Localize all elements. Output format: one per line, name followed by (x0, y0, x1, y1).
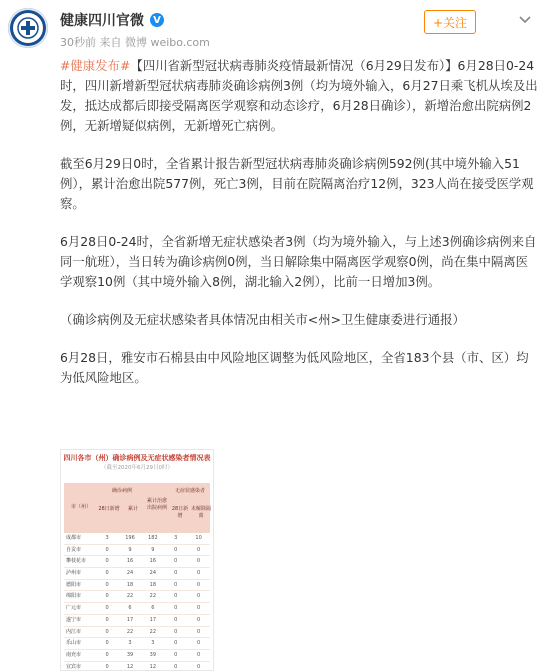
table-row (64, 580, 210, 592)
table-cell: 0 (174, 651, 178, 658)
table-cell: 0 (196, 651, 201, 658)
table-cell: 0 (196, 605, 201, 612)
header-asymptomatic: 无症状感染者 (174, 488, 205, 494)
verified-badge-icon: V (150, 13, 164, 27)
table-cell: 10 (195, 535, 202, 541)
post-paragraph-4: （确诊病例及无症状感染者具体情况由相关市<州>卫生健康委进行通报） (60, 312, 465, 327)
table-cell: 22 (149, 628, 157, 635)
table-cell: 0 (105, 640, 109, 647)
table-cell: 宜宾市 (66, 663, 82, 670)
table-cell: 182 (148, 535, 158, 541)
table-cell: 3 (105, 535, 109, 541)
table-row (64, 638, 210, 650)
table-cell: 6 (128, 605, 132, 612)
table-cell: 泸州市 (66, 570, 82, 577)
post-paragraph-3: 6月28日0-24时，全省新增无症状感染者3例（均为境外输入，与上述3例确诊病例来自同一航班），当日转为确诊病例0例，当日解除集中隔离医学观察0例，尚在集中隔离医学观察10例（其中境外输入8例，湖北输入2例），比前一日增加3例。 (60, 234, 537, 289)
table-cell: 0 (196, 581, 201, 588)
table-cell: 乐山市 (66, 640, 82, 647)
table-row (64, 533, 210, 545)
post-paragraph-2: 截至6月29日0时，全省累计报告新型冠状病毒肺炎确诊病例592例(其中境外输入51例），累计治愈出院577例，死亡3例，目前在院隔离治疗12例，323人尚在接受医学观察。 (60, 156, 534, 211)
table-cell: 0 (174, 628, 178, 635)
follow-button[interactable]: +关注 (424, 10, 476, 34)
table-cell: 0 (105, 616, 109, 623)
table-row (64, 650, 210, 662)
table-cell: 成都市 (66, 535, 82, 541)
account-name[interactable]: 健康四川官微 (60, 13, 144, 29)
header-city: 市（州） (70, 504, 91, 510)
table-cell: 12 (149, 663, 157, 670)
health-sichuan-logo-icon (13, 13, 43, 43)
table-cell: 0 (196, 558, 201, 565)
table-cell: 16 (126, 558, 134, 565)
table-cell: 17 (149, 616, 157, 623)
post-body (60, 56, 538, 406)
table-cell: 0 (174, 546, 178, 553)
table-cell: 0 (105, 605, 109, 612)
table-row (64, 591, 210, 603)
table-cell: 南充市 (66, 651, 82, 658)
table-cell: 0 (196, 546, 201, 553)
table-cell: 内江市 (66, 628, 82, 635)
table-cell: 0 (196, 640, 201, 647)
table-row (64, 568, 210, 580)
table-cell: 196 (125, 535, 135, 541)
table-cell: 39 (149, 651, 157, 658)
table-cell: 0 (174, 616, 178, 623)
table-cell: 9 (128, 546, 132, 553)
avatar[interactable] (8, 8, 48, 48)
table-cell: 0 (174, 581, 178, 588)
table-image-subtitle: （截至2020年6月29日0时） (101, 465, 173, 471)
table-cell: 0 (105, 546, 109, 553)
table-cell: 24 (126, 570, 134, 577)
table-cell: 39 (126, 651, 134, 658)
table-cell: 0 (174, 593, 178, 600)
table-cell: 绵阳市 (66, 593, 82, 600)
table-cell: 0 (105, 593, 109, 600)
table-cell: 0 (196, 570, 201, 577)
table-cell: 0 (105, 581, 109, 588)
table-image-body (64, 533, 210, 671)
table-row (64, 545, 210, 557)
table-cell: 0 (105, 651, 109, 658)
table-cell: 16 (149, 558, 157, 565)
table-cell: 0 (196, 616, 201, 623)
table-cell: 0 (196, 628, 201, 635)
table-cell: 0 (196, 593, 201, 600)
table-cell: 广元市 (66, 605, 82, 612)
table-cell: 18 (149, 581, 157, 588)
table-cell: 12 (126, 663, 134, 670)
table-cell: 22 (126, 593, 134, 600)
post-title: 【四川省新型冠状病毒肺炎疫情最新情况（6月29日发布）】 (130, 58, 458, 73)
table-cell: 3 (128, 640, 132, 647)
table-cell: 0 (105, 570, 109, 577)
table-cell: 18 (126, 581, 134, 588)
header-discharged: 累计治愈出院病例 (146, 498, 167, 511)
table-cell: 9 (151, 546, 155, 553)
table-row (64, 615, 210, 627)
table-cell: 0 (196, 663, 201, 670)
chevron-down-icon[interactable] (515, 10, 535, 30)
table-cell: 3 (174, 535, 178, 541)
header-asym-new: 28日新增 (171, 506, 189, 519)
table-image-title: 四川各市（州）确诊病例及无症状感染者情况表 (63, 454, 211, 462)
header-new: 28日新增 (98, 506, 120, 512)
post-paragraph-5: 6月28日，雅安市石棉县由中风险地区调整为低风险地区，全省183个县（市、区）均为低风险地区。 (60, 350, 529, 385)
table-cell: 0 (105, 628, 109, 635)
post-meta: 30秒前 来自 微博 weibo.com (60, 36, 210, 49)
hashtag-link[interactable]: #健康发布# (60, 58, 131, 73)
header-confirmed: 确诊病例 (111, 488, 132, 494)
table-cell: 自贡市 (66, 546, 82, 553)
table-row (64, 603, 210, 615)
table-cell: 17 (126, 616, 134, 623)
table-cell: 0 (174, 640, 178, 647)
header-asym-observed: 未解除隔离 (191, 506, 212, 519)
table-cell: 0 (174, 663, 178, 670)
table-cell: 22 (126, 628, 134, 635)
table-cell: 0 (174, 570, 178, 577)
table-cell: 3 (151, 640, 155, 647)
table-row (64, 627, 210, 639)
table-cell: 0 (174, 605, 178, 612)
table-cell: 德阳市 (66, 581, 82, 588)
post-header (0, 0, 550, 56)
attached-table-image[interactable] (60, 449, 214, 671)
table-cell: 24 (149, 570, 157, 577)
table-cell: 22 (149, 593, 157, 600)
table-cell: 0 (105, 558, 109, 565)
table-image-header (64, 483, 210, 533)
table-row (64, 556, 210, 568)
post-text-1: 6月28日0-24时，四川新增新型冠状病毒肺炎确诊病例3例（均为境外输入，6月27日乘飞机从埃及出发，抵达成都后即接受隔离医学观察和动态诊疗，6月28日确诊），新增治愈出院病例2例，无新增疑似病例，无新增死亡病例。 (60, 58, 538, 133)
table-cell: 0 (174, 558, 178, 565)
table-row (64, 662, 210, 671)
post-paragraph-1 (60, 56, 538, 136)
table-cell: 6 (151, 605, 155, 612)
table-cell: 遂宁市 (66, 616, 82, 623)
table-cell: 0 (105, 663, 109, 670)
table-cell: 攀枝花市 (66, 558, 87, 565)
header-total: 累计 (127, 506, 138, 512)
